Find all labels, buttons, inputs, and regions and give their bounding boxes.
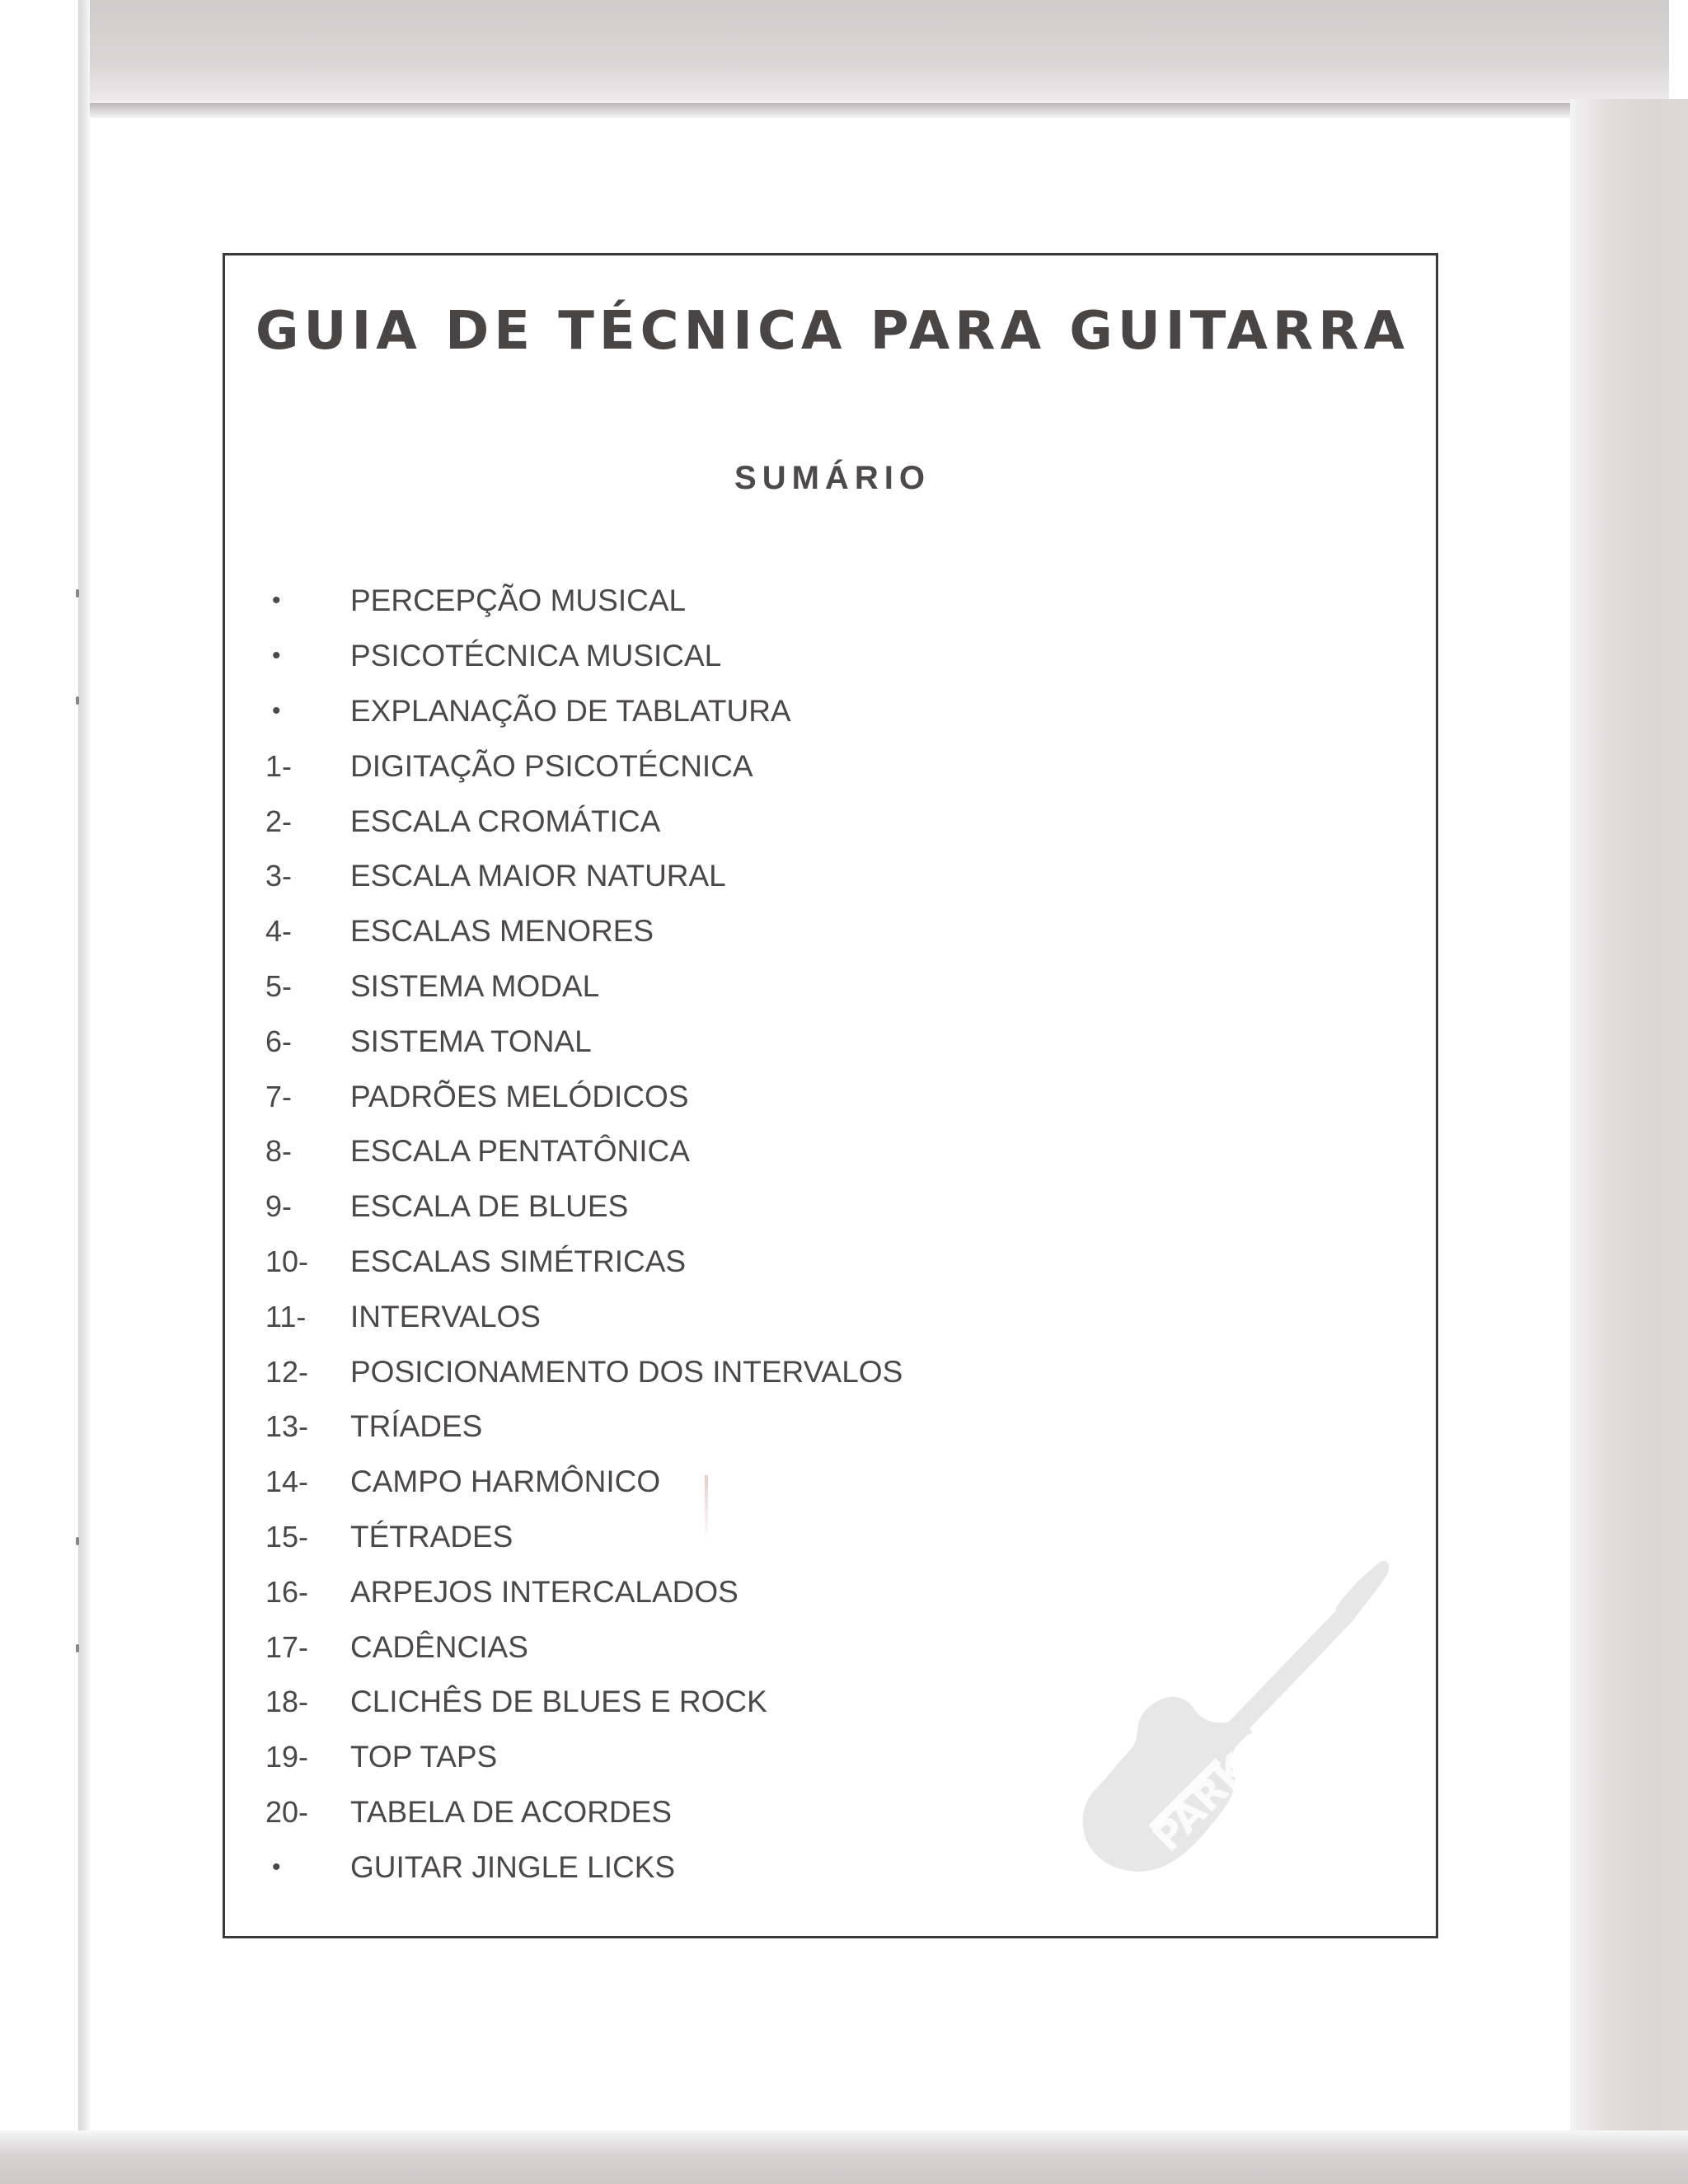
- document-title: GUIA DE TÉCNICA PARA GUITARRA: [255, 301, 1410, 362]
- toc-item: [265, 738, 903, 794]
- toc-item-label: CADÊNCIAS: [350, 1629, 528, 1664]
- toc-item: [265, 904, 903, 959]
- toc-item-marker: 10-: [265, 1244, 309, 1278]
- toc-item: [265, 1289, 903, 1344]
- toc-item-marker: 18-: [265, 1685, 309, 1719]
- toc-item: [265, 959, 903, 1015]
- toc-item: [265, 1619, 903, 1675]
- page-top-edge: [78, 103, 1644, 118]
- toc-item-marker: •: [272, 642, 281, 670]
- toc-item: [265, 629, 903, 684]
- toc-item: [265, 1730, 903, 1785]
- toc-item-label: ESCALAS SIMÉTRICAS: [350, 1244, 687, 1278]
- toc-item-label: ARPEJOS INTERCALADOS: [350, 1574, 738, 1609]
- toc-item: [265, 1510, 903, 1565]
- table-of-contents: [265, 574, 903, 1895]
- toc-item: [265, 1069, 903, 1124]
- toc-item-marker: 15-: [265, 1519, 309, 1554]
- toc-item-label: SISTEMA TONAL: [350, 1024, 592, 1058]
- binder-hole-mark: [76, 1644, 79, 1652]
- toc-item: [265, 684, 903, 739]
- toc-item: [265, 574, 903, 629]
- page-left-edge: [78, 0, 90, 2184]
- toc-item-marker: 4-: [265, 914, 293, 949]
- toc-item-label: ESCALA PENTATÔNICA: [350, 1134, 690, 1169]
- toc-item: [265, 794, 903, 849]
- toc-item-marker: •: [272, 1853, 281, 1881]
- toc-item-marker: 9-: [265, 1189, 293, 1224]
- toc-item-label: POSICIONAMENTO DOS INTERVALOS: [350, 1354, 903, 1389]
- binder-hole-mark: [76, 696, 79, 705]
- toc-item: [265, 1675, 903, 1730]
- toc-item-label: PADRÕES MELÓDICOS: [350, 1079, 689, 1113]
- toc-item-marker: 14-: [265, 1465, 309, 1499]
- toc-item-marker: 17-: [265, 1629, 309, 1664]
- toc-item: [265, 1179, 903, 1235]
- toc-item-label: PERCEPÇÃO MUSICAL: [350, 583, 687, 618]
- toc-item: [265, 1840, 903, 1895]
- toc-item: [265, 1014, 903, 1069]
- toc-heading: SUMÁRIO: [734, 460, 931, 496]
- toc-item-marker: 1-: [265, 748, 293, 783]
- toc-item: [265, 1564, 903, 1619]
- toc-item-marker: 2-: [265, 804, 293, 838]
- toc-item-label: ESCALA DE BLUES: [350, 1189, 629, 1224]
- scan-bottom-shadow: [0, 2130, 1688, 2184]
- toc-item-marker: 3-: [265, 859, 293, 893]
- toc-item-marker: 6-: [265, 1024, 293, 1058]
- toc-item-label: PSICOTÉCNICA MUSICAL: [350, 639, 722, 673]
- toc-item-label: GUITAR JINGLE LICKS: [350, 1849, 676, 1884]
- toc-item: [265, 1455, 903, 1510]
- toc-item-marker: 20-: [265, 1794, 309, 1829]
- toc-item-label: SISTEMA MODAL: [350, 968, 600, 1003]
- toc-item: [265, 1785, 903, 1840]
- toc-item-label: ESCALA CROMÁTICA: [350, 804, 661, 838]
- toc-item-marker: 12-: [265, 1354, 309, 1389]
- toc-item-label: TOP TAPS: [350, 1740, 498, 1774]
- watermark-logo-text: PARKER: [1143, 1704, 1301, 1861]
- toc-item-marker: •: [272, 587, 281, 615]
- toc-item-label: CAMPO HARMÔNICO: [350, 1465, 661, 1499]
- toc-item-label: ESCALAS MENORES: [350, 914, 654, 949]
- toc-item: [265, 1399, 903, 1455]
- toc-item-marker: 7-: [265, 1079, 293, 1113]
- toc-item-label: TABELA DE ACORDES: [350, 1794, 672, 1829]
- toc-item-marker: 8-: [265, 1134, 293, 1169]
- toc-item-label: TÉTRADES: [350, 1519, 513, 1554]
- toc-item: [265, 1235, 903, 1290]
- toc-item: [265, 1344, 903, 1399]
- scan-right-shadow: [1570, 99, 1688, 2184]
- toc-item-label: INTERVALOS: [350, 1299, 541, 1333]
- binder-hole-mark: [76, 589, 79, 598]
- binder-hole-mark: [76, 1537, 79, 1545]
- scan-artifact: [705, 1475, 708, 1541]
- toc-item-marker: 19-: [265, 1740, 309, 1774]
- toc-item-marker: 11-: [265, 1299, 307, 1333]
- toc-item-label: DIGITAÇÃO PSICOTÉCNICA: [350, 748, 753, 783]
- toc-item-marker: 5-: [265, 968, 293, 1003]
- toc-item-label: EXPLANAÇÃO DE TABLATURA: [350, 693, 791, 728]
- guitar-watermark-icon: [1063, 1516, 1393, 1879]
- toc-item-marker: 16-: [265, 1574, 309, 1609]
- toc-item-label: ESCALA MAIOR NATURAL: [350, 859, 726, 893]
- toc-item: [265, 1124, 903, 1179]
- toc-item: [265, 849, 903, 904]
- toc-item-marker: 13-: [265, 1409, 309, 1444]
- toc-item-label: TRÍADES: [350, 1409, 483, 1444]
- scan-top-shadow: [78, 0, 1669, 115]
- toc-item-label: CLICHÊS DE BLUES E ROCK: [350, 1685, 767, 1719]
- toc-item-marker: •: [272, 696, 281, 724]
